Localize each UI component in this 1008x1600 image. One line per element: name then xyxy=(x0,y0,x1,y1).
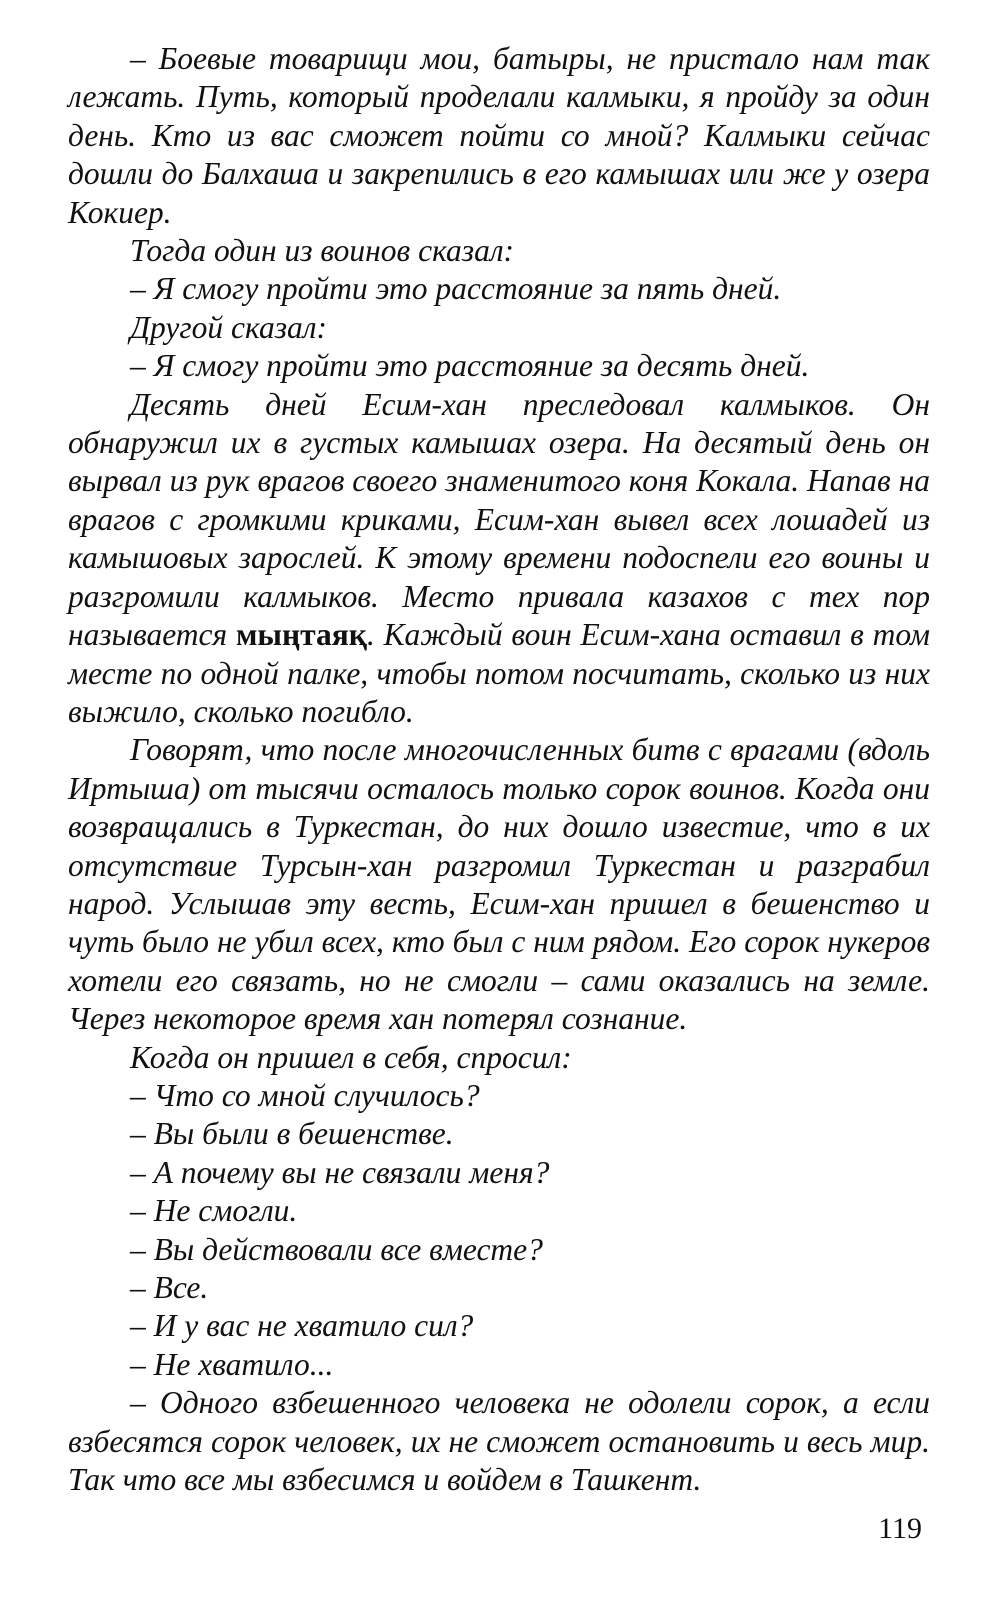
dialogue-line: – Что со мной случилось? xyxy=(130,1077,480,1113)
dialogue-line: – Не хватило... xyxy=(130,1346,334,1382)
paragraph: Говорят, что после многочисленных битв с врагами (вдоль Иртыша) от тысячи осталось только сорок воинов. Когда они возвращались в Туркестан, до них дошло известие, что в их отсутствие Турсын-хан разгромил Туркестан и разграбил народ. Услышав эту весть, Есим-хан пришел в бешенство и чуть было не убил всех, кто был с ним рядом. Его сорок нукеров хотели его связать, но не смогли – сами оказались на земле. Через некоторое время хан потерял сознание. xyxy=(68,732,930,1037)
page-text xyxy=(68,40,930,1499)
page-number: 119 xyxy=(878,1512,922,1545)
dialogue-line: – Все. xyxy=(130,1270,209,1305)
paragraph: – Я смогу пройти это расстояние за десять дней. xyxy=(130,348,810,384)
dialogue-line: – Не смогли. xyxy=(130,1193,298,1229)
bold-term: мыңтаяқ xyxy=(235,617,367,653)
dialogue-line: – Вы были в бешенстве. xyxy=(130,1116,454,1152)
paragraph: – Я смогу пройти это расстояние за пять дней. xyxy=(130,271,782,307)
paragraph-text-tail: . Каждый воин Есим-хана оставил в том месте по одной палке, чтобы потом посчитать, сколько из них выжило, сколько погибло. xyxy=(68,617,931,729)
dialogue-line: – А почему вы не связали меня? xyxy=(130,1154,550,1190)
paragraph: Другой сказал: xyxy=(130,309,327,345)
dialogue-line: Когда он пришел в себя, спросил: xyxy=(130,1039,572,1075)
paragraph-text: Десять дней Есим-хан преследовал калмыков. Он обнаружил их в густых камышах озера. На десятый день он вырвал из рук врагов своего знаменитого коня Кокала. Напав на врагов с громкими криками, Есим-хан вывел всех лошадей из камышовых зарослей. К этому времени подоспели его воины и разгромили калмыков. Место привала казахов с тех пор называется xyxy=(68,386,930,653)
dialogue-line: – Вы действовали все вместе? xyxy=(130,1231,543,1267)
dialogue-line: – И у вас не хватило сил? xyxy=(130,1308,474,1344)
paragraph: Тогда один из воинов сказал: xyxy=(130,233,515,269)
paragraph: – Боевые товарищи мои, батыры, не пристало нам так лежать. Путь, который проделали калмыки, я пройду за один день. Кто из вас сможет пойти со мной? Калмыки сейчас дошли до Балхаша и закрепились в его камышах или же у озера Кокиер. xyxy=(68,41,930,230)
paragraph xyxy=(68,386,930,732)
closing-paragraph: – Одного взбешенного человека не одолели сорок, а если взбесятся сорок человек, их не сможет остановить и весь мир. Так что все мы взбесимся и войдем в Ташкент. xyxy=(68,1385,930,1498)
